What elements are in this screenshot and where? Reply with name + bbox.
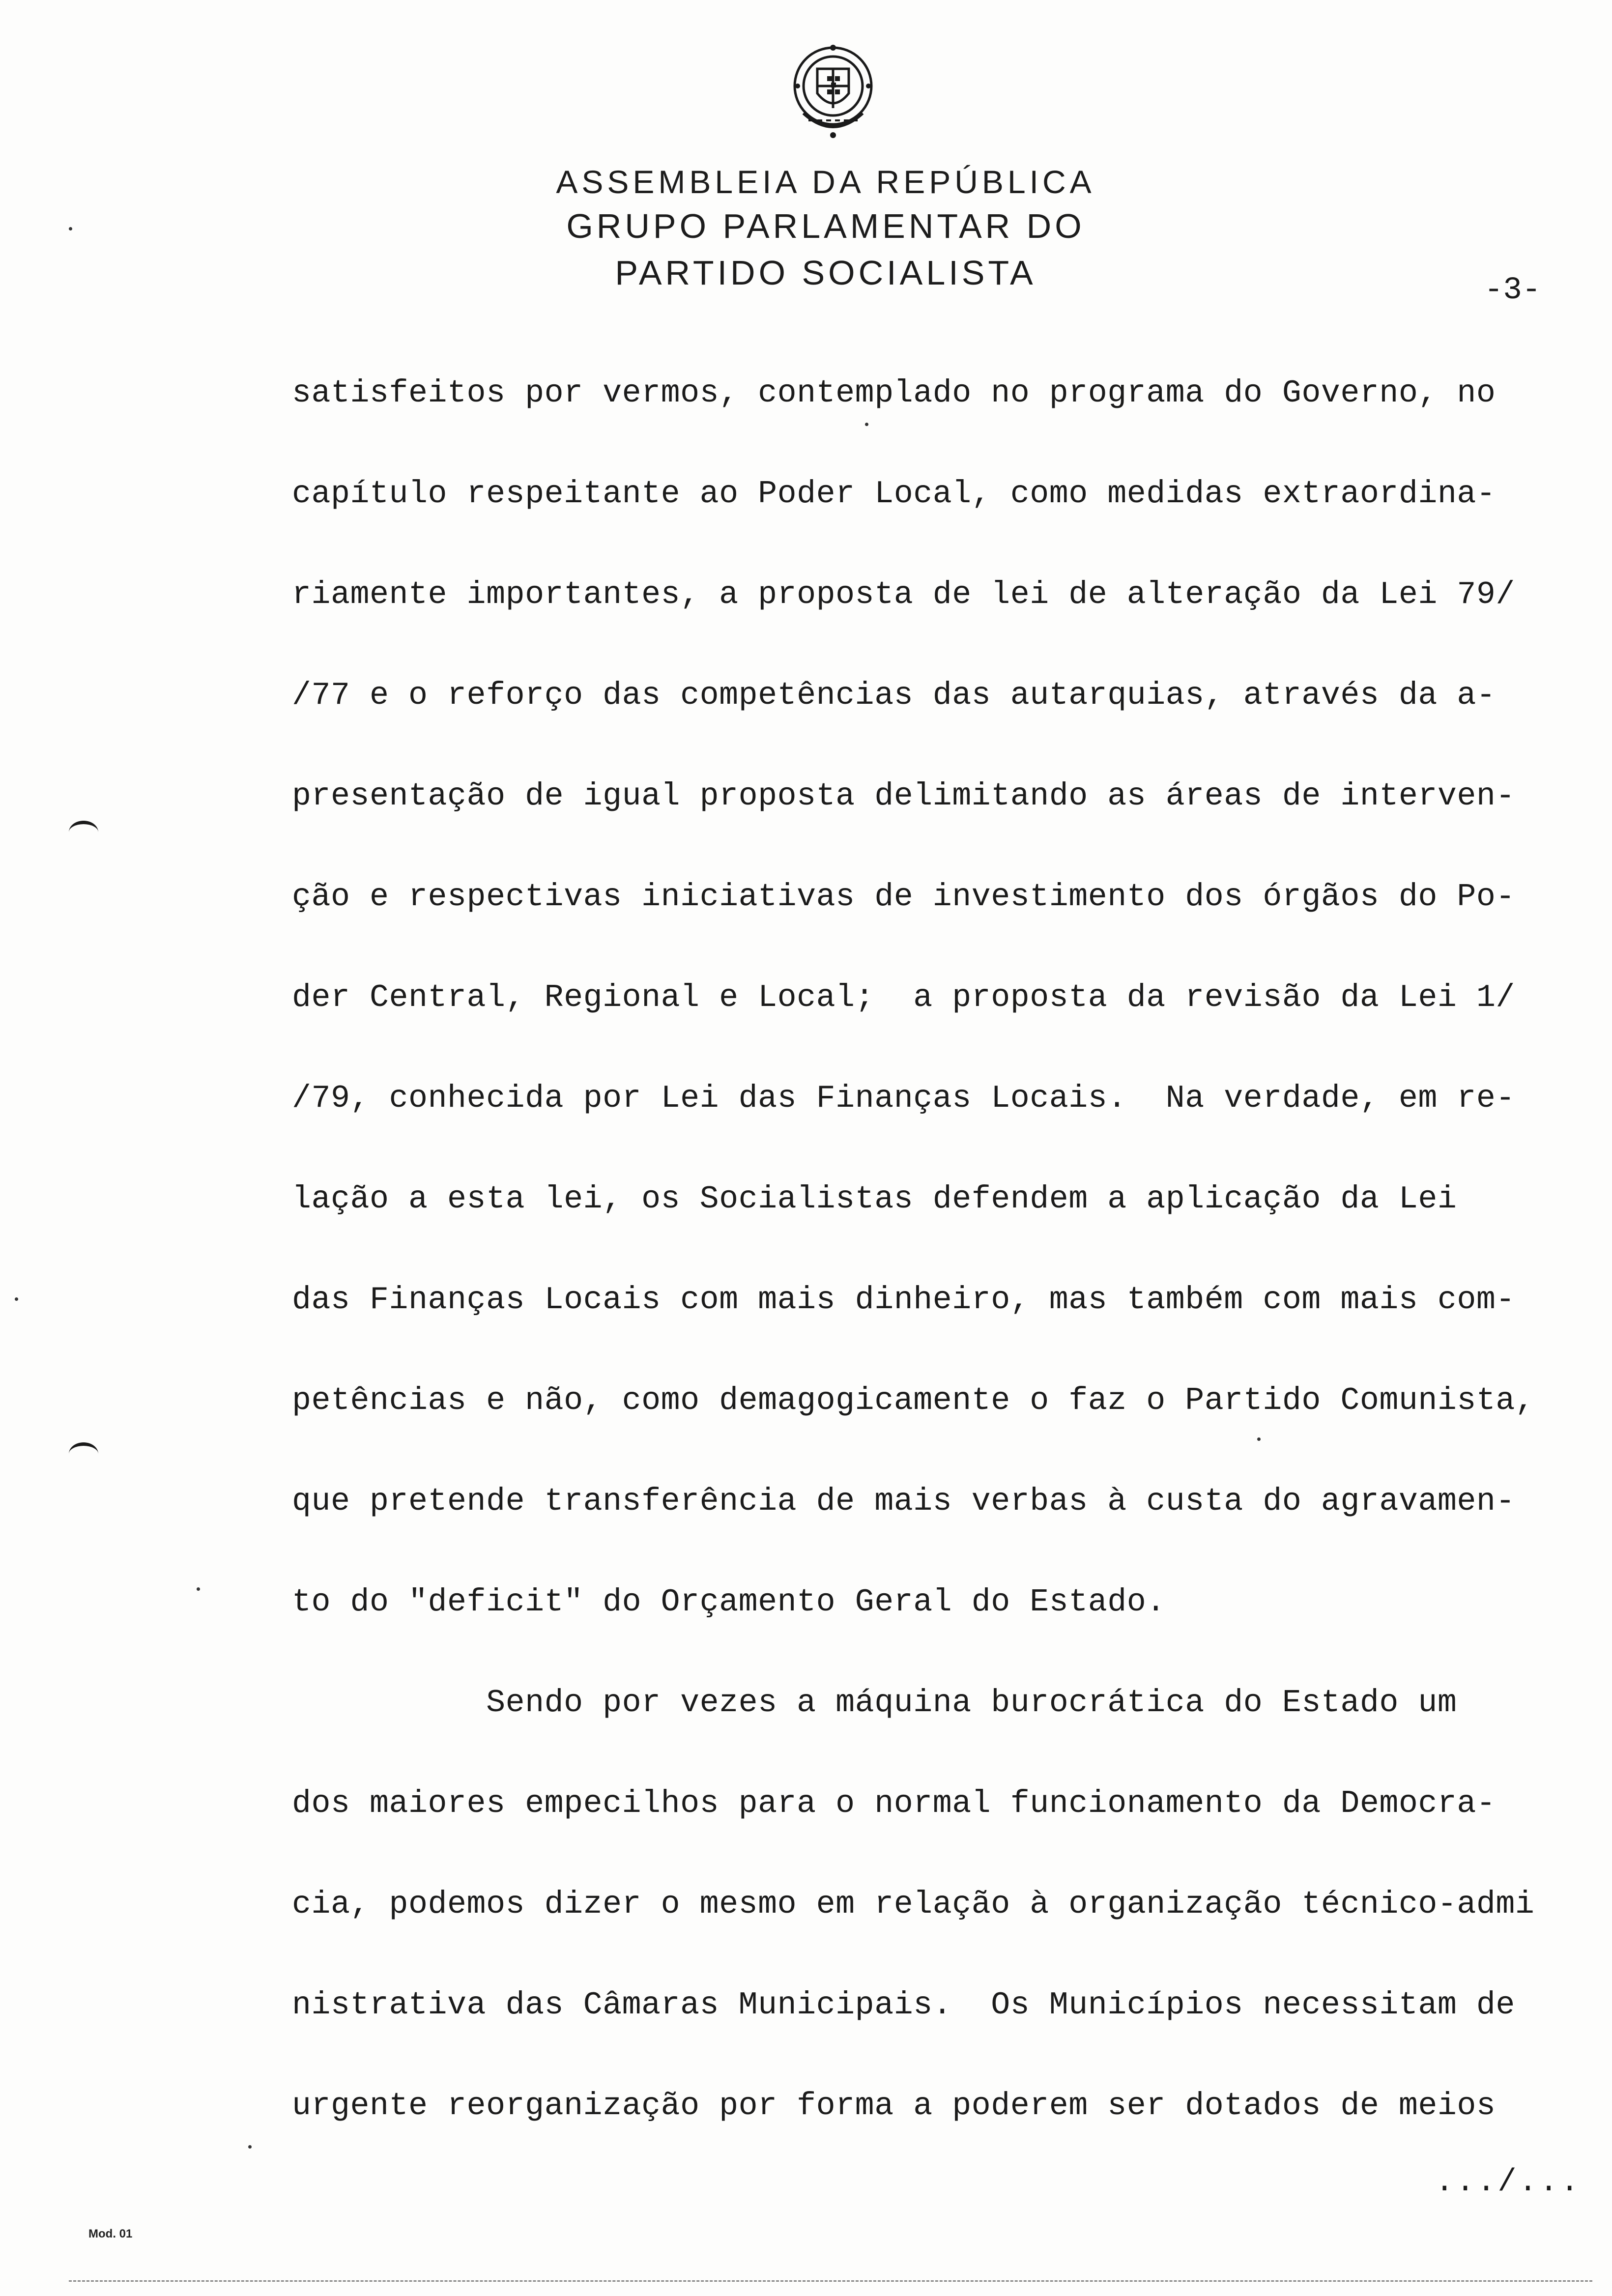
scan-speck (197, 1587, 200, 1591)
header-party-name: PARTIDO SOCIALISTA (615, 254, 1036, 292)
body-line: dos maiores empecilhos para o normal funcionamento da Democra- (292, 1785, 1496, 1822)
body-line: petências e não, como demagogicamente o faz o Partido Comunista, (292, 1382, 1535, 1419)
margin-bracket-mark (69, 821, 98, 844)
coat-of-arms-icon (774, 34, 892, 147)
bottom-scan-edge (69, 2280, 1592, 2282)
body-line: /79, conhecida por Lei das Finanças Locais. Na verdade, em re- (292, 1080, 1515, 1117)
scan-speck (248, 2145, 252, 2149)
body-line: satisfeitos por vermos, contemplado no programa do Governo, no (292, 375, 1496, 411)
scan-speck (69, 227, 72, 230)
scan-speck (1257, 1437, 1261, 1441)
body-line: cia, podemos dizer o mesmo em relação à organização técnico-admi (292, 1886, 1535, 1923)
margin-bracket-mark (69, 1442, 98, 1465)
scan-speck (865, 423, 868, 426)
body-line: Sendo por vezes a máquina burocrática do Estado um (292, 1685, 1457, 1721)
body-line: presentação de igual proposta delimitando as áreas de interven- (292, 778, 1515, 814)
header-parliamentary-group: GRUPO PARLAMENTAR DO (566, 207, 1085, 245)
body-line: der Central, Regional e Local; a proposta da revisão da Lei 1/ (292, 979, 1515, 1016)
page-number: -3- (1484, 273, 1541, 308)
form-code: Mod. 01 (88, 2227, 133, 2240)
body-line: lação a esta lei, os Socialistas defendem a aplicação da Lei (292, 1181, 1457, 1217)
body-line: das Finanças Locais com mais dinheiro, mas também com mais com- (292, 1282, 1515, 1318)
body-line: nistrativa das Câmaras Municipais. Os Municípios necessitam de (292, 1987, 1515, 2023)
header-assembly-name: ASSEMBLEIA DA REPÚBLICA (556, 164, 1095, 200)
continuation-marker: .../... (1435, 2165, 1581, 2200)
body-line: to do "deficit" do Orçamento Geral do Estado. (292, 1584, 1166, 1620)
body-line: urgente reorganização por forma a poderem ser dotados de meios (292, 2088, 1496, 2124)
body-line: ção e respectivas iniciativas de investimento dos órgãos do Po- (292, 879, 1515, 915)
body-line: capítulo respeitante ao Poder Local, como medidas extraordina- (292, 476, 1496, 512)
scan-speck (15, 1297, 18, 1301)
body-line: que pretende transferência de mais verbas à custa do agravamen- (292, 1483, 1515, 1520)
body-line: /77 e o reforço das competências das autarquias, através da a- (292, 677, 1496, 714)
body-line: riamente importantes, a proposta de lei de alteração da Lei 79/ (292, 576, 1515, 613)
